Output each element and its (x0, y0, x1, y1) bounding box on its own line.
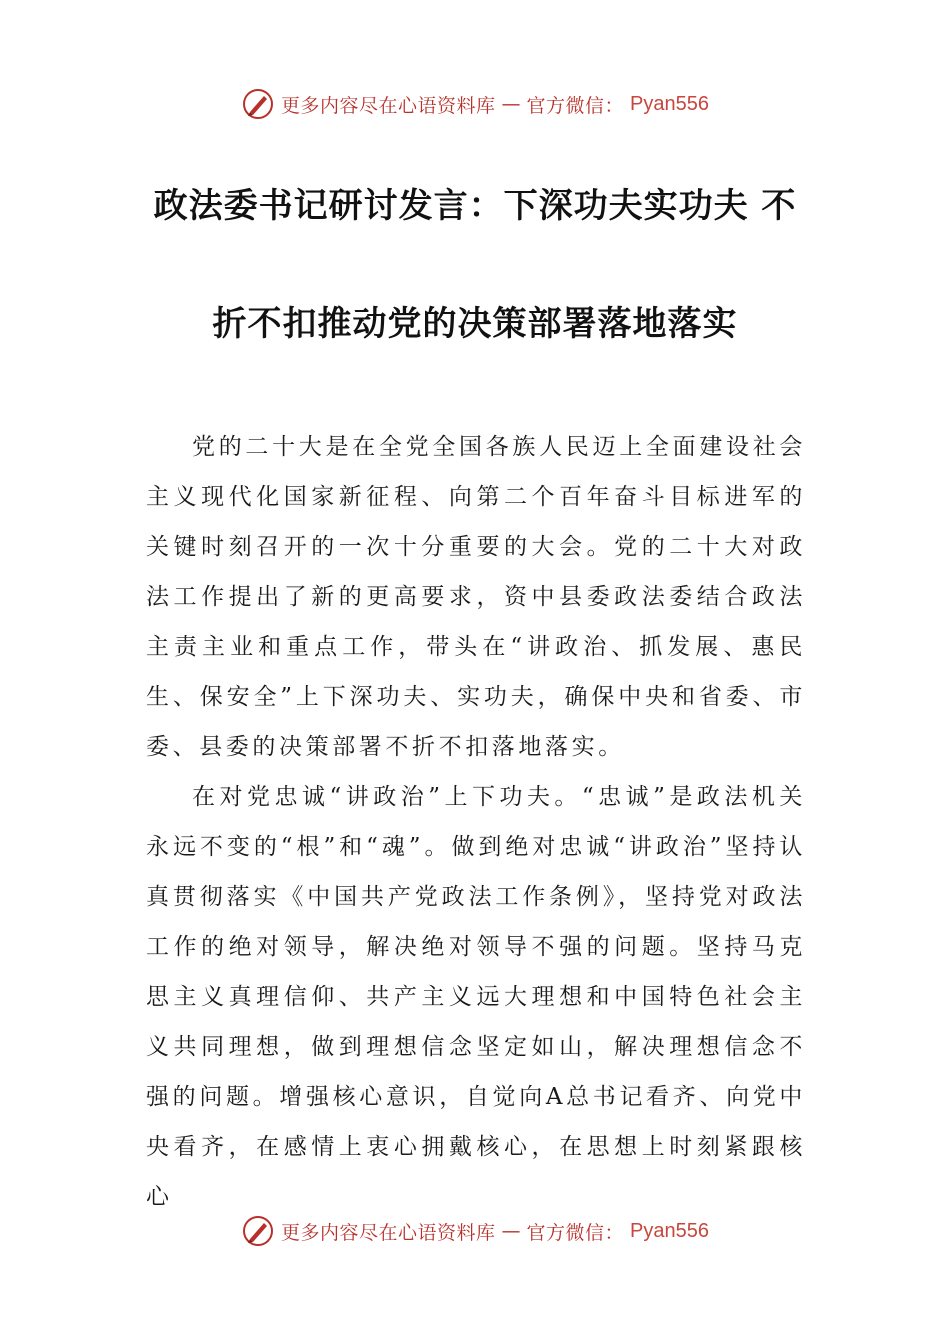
watermark-site-text: 更多内容尽在心语资料库 (281, 94, 496, 117)
watermark-separator: — (501, 93, 521, 115)
watermark-label: 官方微信： (526, 1221, 625, 1244)
document-body (146, 422, 806, 1222)
watermark-separator: — (501, 1220, 521, 1242)
watermark-footer (0, 1211, 950, 1251)
document-title-line-1: 政法委书记研讨发言：下深功夫实功夫 不 (153, 186, 797, 226)
pen-logo-icon (241, 1214, 275, 1248)
watermark-wechat-id: Pyan556 (630, 1219, 709, 1242)
watermark-site-text: 更多内容尽在心语资料库 (281, 1221, 496, 1244)
pen-logo-icon (241, 87, 275, 121)
watermark-label: 官方微信： (526, 94, 625, 117)
body-paragraph-2: 在对党忠诚“讲政治”上下功夫。“忠诚”是政法机关永远不变的“根”和“魂”。做到绝对忠诚“讲政治”坚持认真贯彻落实《中国共产党政法工作条例》，坚持党对政法工作的绝对领导，解决绝对领导不强的问题。坚持马克思主义真理信仰、共产主义远大理想和中国特色社会主义共同理想，做到理想信念坚定如山，解决理想信念不强的问题。增强核心意识，自觉向A总书记看齐、向党中央看齐，在感情上衷心拥戴核心，在思想上时刻紧跟核心 (146, 784, 806, 1210)
watermark-wechat-id: Pyan556 (630, 92, 709, 115)
watermark-header (0, 84, 950, 124)
document-title-line-2: 折不扣推动党的决策部署落地落实 (212, 304, 738, 344)
body-paragraph-1: 党的二十大是在全党全国各族人民迈上全面建设社会主义现代化国家新征程、向第二个百年奋斗目标进军的关键时刻召开的一次十分重要的大会。党的二十大对政法工作提出了新的更高要求，资中县委政法委结合政法主责主业和重点工作，带头在“讲政治、抓发展、惠民生、保安全”上下深功夫、实功夫，确保中央和省委、市委、县委的决策部署不折不扣落地落实。 (146, 434, 806, 760)
